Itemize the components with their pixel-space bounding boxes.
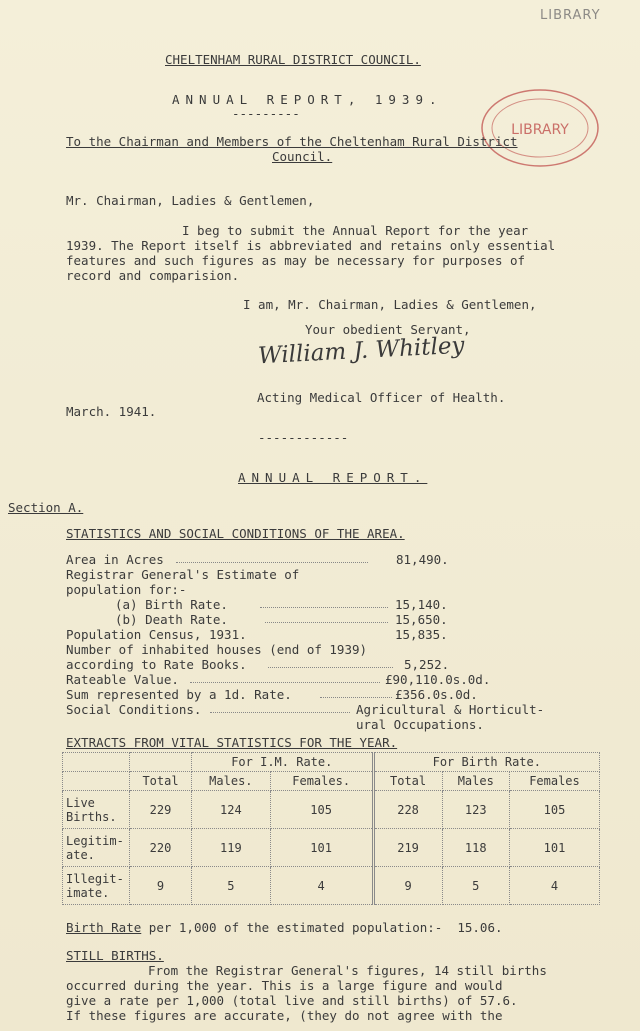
table-group-header-row bbox=[63, 753, 600, 772]
death-rate-value: 15,650. bbox=[395, 612, 448, 627]
cell-br-males: 5 bbox=[442, 867, 509, 905]
cell-im-males: 119 bbox=[192, 829, 271, 867]
vital-statistics-table bbox=[62, 752, 600, 905]
row-label-line-2: imate. bbox=[66, 885, 110, 900]
council-title: CHELTENHAM RURAL DISTRICT COUNCIL. bbox=[165, 52, 421, 67]
body-line-3: features and such figures as may be necessary for purposes of bbox=[66, 253, 526, 268]
separator-dashes: ------------ bbox=[258, 430, 349, 445]
sum-label: Sum represented by a 1d. Rate. bbox=[66, 687, 292, 702]
area-label: Area in Acres bbox=[66, 552, 164, 567]
leader-dots bbox=[320, 687, 392, 698]
sum-value: £356.0s.0d. bbox=[395, 687, 478, 702]
still-line-4: If these figures are accurate, (they do not agree with the bbox=[66, 1008, 503, 1023]
cell-br-females: 4 bbox=[509, 867, 599, 905]
reg-label-1: Registrar General's Estimate of bbox=[66, 567, 300, 582]
cell-br-males: 123 bbox=[442, 791, 509, 829]
leader-dots bbox=[176, 552, 368, 563]
still-births-heading: STILL BIRTHS. bbox=[66, 948, 164, 963]
table-row bbox=[63, 829, 600, 867]
still-line-2: occurred during the year. This is a large figure and would bbox=[66, 978, 503, 993]
row-label-line-2: ate. bbox=[66, 847, 95, 862]
cell-total: 220 bbox=[130, 829, 192, 867]
birth-rate-line-text: per 1,000 of the estimated population:- 15.06. bbox=[148, 920, 503, 935]
table-cell bbox=[63, 753, 130, 772]
section-label: Section A. bbox=[8, 500, 84, 515]
houses-label-1: Number of inhabited houses (end of 1939) bbox=[66, 642, 368, 657]
group-im-rate: For I.M. Rate. bbox=[192, 753, 374, 772]
table-row bbox=[63, 791, 600, 829]
still-line-1: From the Registrar General's figures, 14 still births bbox=[148, 963, 547, 978]
closing-line-2: Your obedient Servant, bbox=[305, 322, 471, 337]
col-total: Total bbox=[130, 772, 192, 791]
leader-dots bbox=[265, 612, 388, 623]
birth-rate-label: (a) Birth Rate. bbox=[115, 597, 228, 612]
library-stamp-text: LIBRARY bbox=[540, 8, 601, 23]
table-row bbox=[63, 867, 600, 905]
cell-br-females: 101 bbox=[509, 829, 599, 867]
leader-dots bbox=[268, 657, 393, 668]
cell-im-females: 4 bbox=[270, 867, 373, 905]
social-value-2: ural Occupations. bbox=[356, 717, 484, 732]
leader-dots bbox=[190, 672, 380, 683]
stats-heading: STATISTICS AND SOCIAL CONDITIONS OF THE AREA. bbox=[66, 526, 405, 541]
body-line-2: 1939. The Report itself is abbreviated and retains only essential bbox=[66, 238, 556, 253]
report-title: ANNUAL REPORT, 1939. bbox=[172, 92, 443, 107]
area-value: 81,490. bbox=[396, 552, 449, 567]
cell-br-females: 105 bbox=[509, 791, 599, 829]
leader-dots bbox=[210, 702, 350, 713]
death-rate-label: (b) Death Rate. bbox=[115, 612, 228, 627]
salutation: Mr. Chairman, Ladies & Gentlemen, bbox=[66, 193, 315, 208]
still-line-3: give a rate per 1,000 (total live and still births) of 57.6. bbox=[66, 993, 518, 1008]
col-females: Females. bbox=[270, 772, 373, 791]
social-value-1: Agricultural & Horticult- bbox=[356, 702, 545, 717]
cell-im-females: 105 bbox=[270, 791, 373, 829]
birth-rate-line bbox=[66, 920, 503, 935]
signatory-title: Acting Medical Officer of Health. bbox=[257, 390, 506, 405]
row-label-line-1: Live bbox=[66, 795, 95, 810]
cell-im-males: 124 bbox=[192, 791, 271, 829]
social-label: Social Conditions. bbox=[66, 702, 202, 717]
cell-im-males: 5 bbox=[192, 867, 271, 905]
svg-text:LIBRARY: LIBRARY bbox=[511, 122, 569, 138]
row-label bbox=[63, 791, 130, 829]
body-line-1: I beg to submit the Annual Report for the year bbox=[182, 223, 529, 238]
birth-rate-value: 15,140. bbox=[395, 597, 448, 612]
census-label: Population Census, 1931. bbox=[66, 627, 247, 642]
col-females-2: Females bbox=[509, 772, 599, 791]
row-label-line-1: Legitim- bbox=[66, 833, 124, 848]
address-line-2: Council. bbox=[272, 149, 333, 164]
table-cell bbox=[63, 772, 130, 791]
row-label bbox=[63, 829, 130, 867]
row-label-line-2: Births. bbox=[66, 809, 117, 824]
col-males: Males. bbox=[192, 772, 271, 791]
address-line-1: To the Chairman and Members of the Cheltenham Rural District bbox=[66, 134, 518, 149]
group-birth-rate: For Birth Rate. bbox=[373, 753, 599, 772]
cell-total: 9 bbox=[130, 867, 192, 905]
cell-br-total: 9 bbox=[373, 867, 442, 905]
cell-br-males: 118 bbox=[442, 829, 509, 867]
title-underline: --------- bbox=[232, 106, 300, 121]
houses-value: 5,252. bbox=[404, 657, 450, 672]
vital-heading: EXTRACTS FROM VITAL STATISTICS FOR THE YEAR. bbox=[66, 735, 398, 750]
houses-label-2: according to Rate Books. bbox=[66, 657, 247, 672]
report-date: March. 1941. bbox=[66, 404, 157, 419]
library-seal-stamp bbox=[476, 84, 606, 174]
table-cell bbox=[130, 753, 192, 772]
body-line-4: record and comparision. bbox=[66, 268, 240, 283]
row-label-line-1: Illegit- bbox=[66, 871, 124, 886]
cell-br-total: 219 bbox=[373, 829, 442, 867]
cell-im-females: 101 bbox=[270, 829, 373, 867]
census-value: 15,835. bbox=[395, 627, 448, 642]
cell-br-total: 228 bbox=[373, 791, 442, 829]
leader-dots bbox=[260, 597, 388, 608]
closing-line-1: I am, Mr. Chairman, Ladies & Gentlemen, bbox=[243, 297, 537, 312]
report-heading: ANNUAL REPORT. bbox=[238, 470, 428, 485]
birth-rate-line-label: Birth Rate bbox=[66, 920, 142, 935]
row-label bbox=[63, 867, 130, 905]
signature: William J. Whitley bbox=[257, 332, 466, 370]
reg-label-2: population for:- bbox=[66, 582, 187, 597]
rateable-label: Rateable Value. bbox=[66, 672, 179, 687]
col-total-2: Total bbox=[373, 772, 442, 791]
rateable-value: £90,110.0s.0d. bbox=[385, 672, 491, 687]
table-header-row bbox=[63, 772, 600, 791]
cell-total: 229 bbox=[130, 791, 192, 829]
col-males-2: Males bbox=[442, 772, 509, 791]
